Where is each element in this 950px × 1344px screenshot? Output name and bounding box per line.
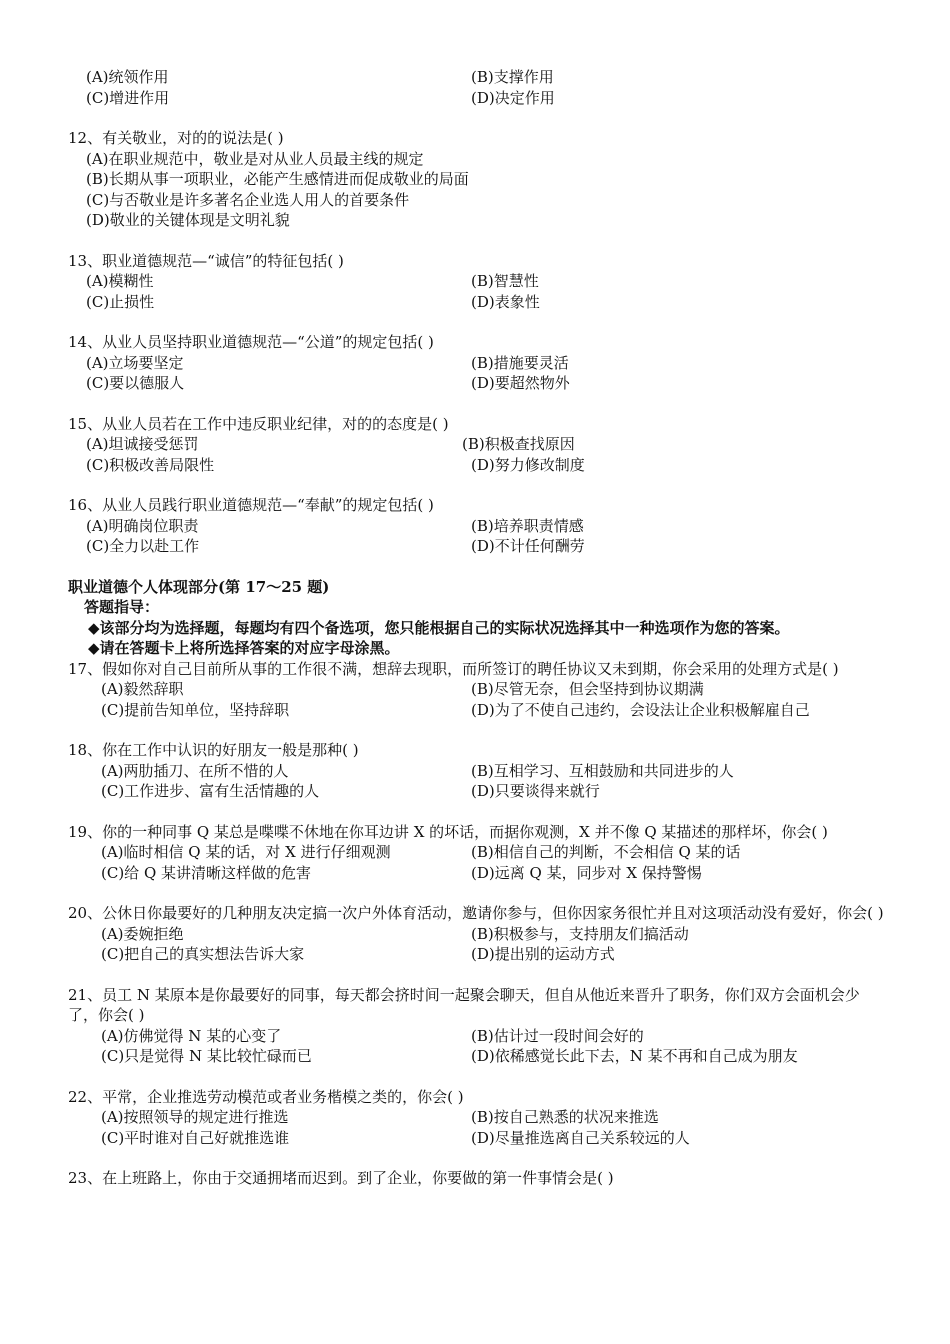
option-a: (A)模糊性 xyxy=(86,272,154,290)
section-header xyxy=(68,577,888,659)
question-stem: 16、从业人员践行职业道德规范—“奉献”的规定包括( ) xyxy=(68,496,434,514)
question-14 xyxy=(68,332,888,394)
question-18 xyxy=(68,740,888,802)
option-b: (B)智慧性 xyxy=(471,272,539,290)
question-12 xyxy=(68,128,888,231)
question-20 xyxy=(68,903,888,965)
exam-page xyxy=(68,67,888,1209)
option-a: (A)在职业规范中，敬业是对从业人员最主线的规定 xyxy=(86,149,424,168)
option-c: (C)提前告知单位，坚持辞职 xyxy=(101,700,290,719)
option-d: (D)要超然物外 xyxy=(471,374,570,392)
question-stem: 12、有关敬业，对的的说法是( ) xyxy=(68,129,284,147)
option-d: (D)表象性 xyxy=(471,292,540,311)
question-22 xyxy=(68,1087,888,1149)
option-d: (D)提出别的运动方式 xyxy=(471,945,615,963)
option-d: (D)不计任何酬劳 xyxy=(471,537,585,555)
question-13 xyxy=(68,251,888,313)
option-b: (B)尽管无奈，但会坚持到协议期满 xyxy=(471,680,704,698)
option-c: (C)增进作用 xyxy=(86,88,170,107)
option-d: (D)远离 Q 某，同步对 X 保持警惕 xyxy=(471,863,702,882)
option-d: (D)尽量推选离自己关系较远的人 xyxy=(471,1128,690,1147)
section-title: 职业道德个人体现部分(第 17～25 题) xyxy=(68,577,330,596)
option-b: (B)积极查找原因 xyxy=(462,435,575,453)
option-c: (C)要以德服人 xyxy=(86,374,185,392)
question-stem: 15、从业人员若在工作中违反职业纪律，对的的态度是( ) xyxy=(68,414,449,433)
option-d: (D)决定作用 xyxy=(471,88,555,107)
option-c: (C)与否敬业是许多著名企业选人用人的首要条件 xyxy=(86,190,410,209)
option-c: (C)积极改善局限性 xyxy=(86,455,215,474)
question-stem: 18、你在工作中认识的好朋友一般是那种( ) xyxy=(68,741,359,759)
question-stem: 22、平常，企业推选劳动模范或者业务楷模之类的，你会( ) xyxy=(68,1087,464,1106)
option-c: (C)把自己的真实想法告诉大家 xyxy=(101,945,305,963)
question-23 xyxy=(68,1168,888,1189)
option-b: (B)积极参与，支持朋友们搞活动 xyxy=(471,924,689,943)
guide-title: 答题指导： xyxy=(84,598,160,616)
option-d: (D)只要谈得来就行 xyxy=(471,782,600,800)
option-a: (A)两肋插刀、在所不惜的人 xyxy=(101,761,289,780)
option-b: (B)互相学习、互相鼓励和共同进步的人 xyxy=(471,761,734,780)
guide-instruction-2: ◆请在答题卡上将所选择答案的对应字母涂黑。 xyxy=(88,639,400,657)
question-stem: 23、在上班路上，你由于交通拥堵而迟到。到了企业，你要做的第一件事情会是( ) xyxy=(68,1169,614,1187)
option-b: (B)估计过一段时间会好的 xyxy=(471,1026,644,1045)
option-c: (C)只是觉得 N 某比较忙碌而已 xyxy=(101,1047,312,1065)
option-a: (A)按照领导的规定进行推选 xyxy=(101,1108,289,1126)
option-d: (D)敬业的关键体现是文明礼貌 xyxy=(86,211,290,229)
guide-instruction-1: ◆该部分均为选择题，每题均有四个备选项，您只能根据自己的实际状况选择其中一种选项作为您的答案。 xyxy=(88,618,790,637)
question-stem: 21、员工 N 某原本是你最要好的同事，每天都会挤时间一起聚会聊天，但自从他近来晋升了职务，你们双方会面机会少了，你会( ) xyxy=(68,985,860,1024)
question-stem: 20、公休日你最要好的几种朋友决定搞一次户外体育活动，邀请你参与，但你因家务很忙并且对这项活动没有爱好，你会( ) xyxy=(68,904,884,922)
question-stem: 19、你的一种同事 Q 某总是喋喋不休地在你耳边讲 X 的坏话，而据你观测，X 并不像 Q 某描述的那样坏，你会( ) xyxy=(68,822,828,841)
option-b: (B)相信自己的判断，不会相信 Q 某的话 xyxy=(471,843,741,861)
question-11-options xyxy=(68,67,888,108)
option-d: (D)为了不使自己违约，会设法让企业积极解雇自己 xyxy=(471,700,810,719)
option-d: (D)依稀感觉长此下去，N 某不再和自己成为朋友 xyxy=(471,1047,798,1065)
option-b: (B)支撑作用 xyxy=(471,68,554,86)
option-a: (A)明确岗位职责 xyxy=(86,516,199,535)
option-b: (B)按自己熟悉的状况来推选 xyxy=(471,1108,659,1126)
option-a: (A)坦诚接受惩罚 xyxy=(86,435,199,453)
option-a: (A)仿佛觉得 N 某的心变了 xyxy=(101,1026,282,1045)
question-stem: 17、假如你对自己目前所从事的工作很不满，想辞去现职，而所签订的聘任协议又未到期，你会采用的处理方式是( ) xyxy=(68,659,839,678)
question-15 xyxy=(68,414,888,476)
question-stem: 14、从业人员坚持职业道德规范—“公道”的规定包括( ) xyxy=(68,333,434,351)
option-a: (A)委婉拒绝 xyxy=(101,924,184,943)
option-b: (B)措施要灵活 xyxy=(471,353,569,372)
option-c: (C)工作进步、富有生活情趣的人 xyxy=(101,782,320,800)
option-a: (A)立场要坚定 xyxy=(86,353,184,372)
option-c: (C)给 Q 某讲清晰这样做的危害 xyxy=(101,863,312,882)
option-c: (C)全力以赴工作 xyxy=(86,537,200,555)
question-19 xyxy=(68,822,888,884)
option-c: (C)止损性 xyxy=(86,292,155,311)
option-d: (D)努力修改制度 xyxy=(471,455,585,474)
option-a: (A)临时相信 Q 某的话，对 X 进行仔细观测 xyxy=(101,843,391,861)
option-c: (C)平时谁对自己好就推选谁 xyxy=(101,1128,290,1147)
option-b: (B)长期从事一项职业，必能产生感情进而促成敬业的局面 xyxy=(86,170,469,188)
option-b: (B)培养职责情感 xyxy=(471,516,584,535)
question-16 xyxy=(68,495,888,557)
question-17 xyxy=(68,659,888,721)
question-21 xyxy=(68,985,888,1067)
option-a: (A)统领作用 xyxy=(86,68,169,86)
option-a: (A)毅然辞职 xyxy=(101,680,184,698)
question-stem: 13、职业道德规范—“诚信”的特征包括( ) xyxy=(68,251,344,270)
